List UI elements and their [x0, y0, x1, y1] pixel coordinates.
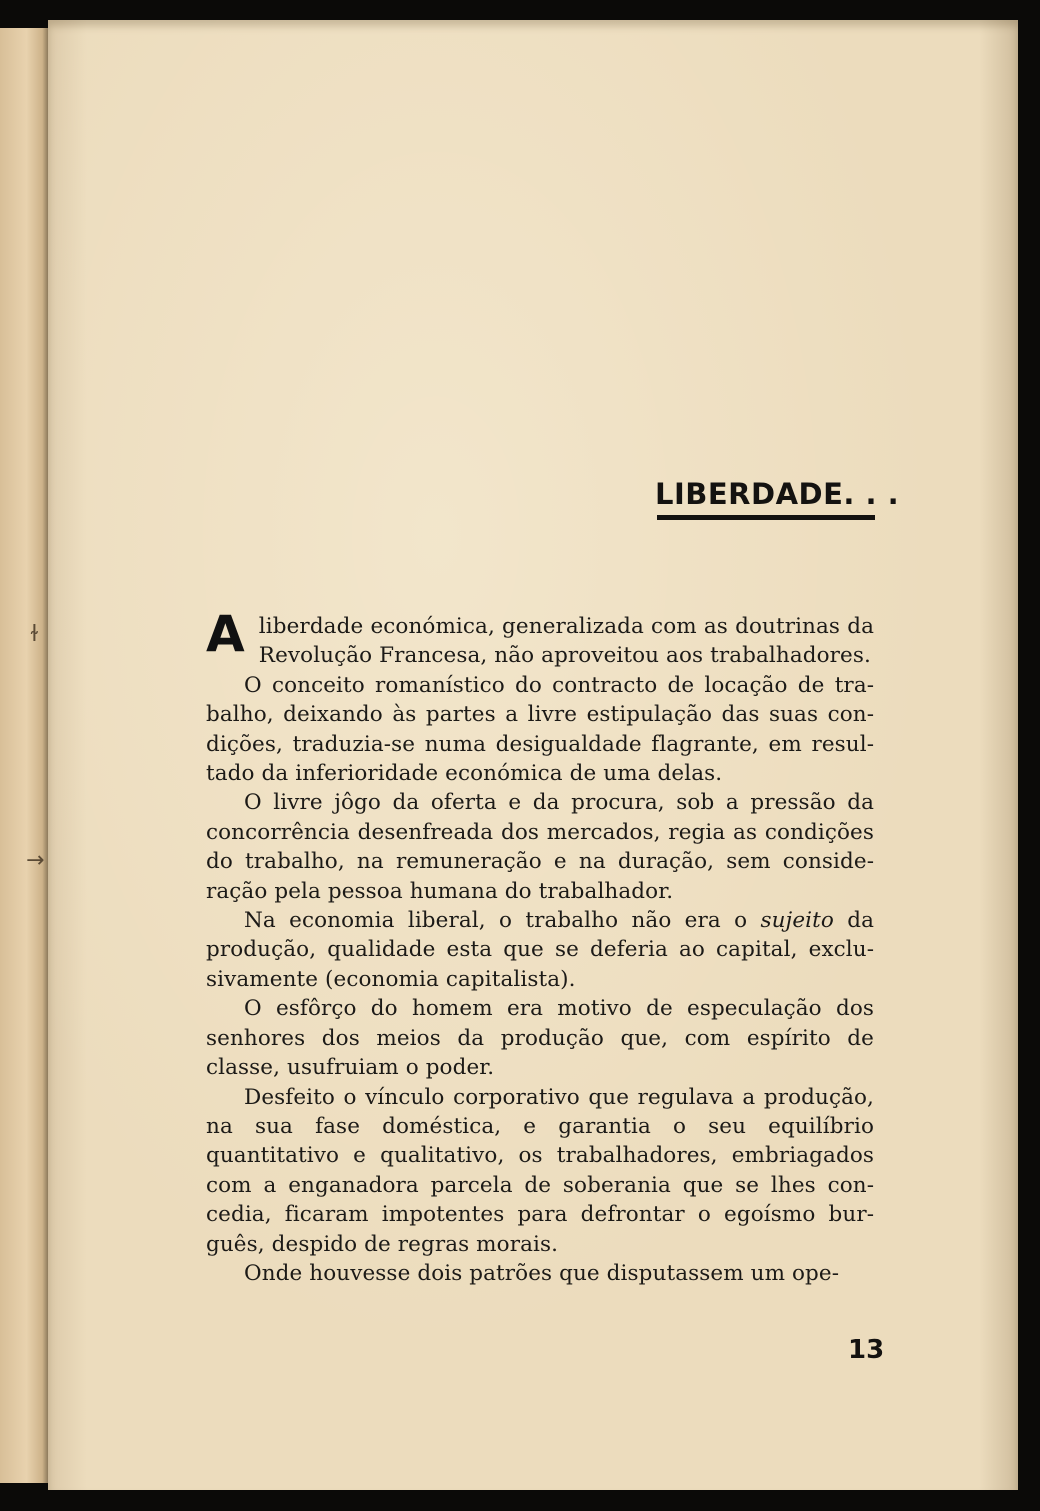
paragraph-1-text: liberdade económica, generalizada com as doutrinas da Revolução Francesa, não aproveitou aos trabalhadores. [258, 614, 874, 669]
margin-tick-mark: → [26, 848, 45, 873]
paragraph-1 [206, 605, 874, 671]
paragraph-4-italic-word: sujeito [760, 908, 834, 934]
title-underline [657, 515, 875, 520]
paragraph-4-text-end: da produção, qualidade esta que se deferia ao capital, exclusivamente (economia capitalista). [206, 908, 875, 992]
paragraph-7: Onde houvesse dois patrões que disputassem um ope- [244, 1260, 840, 1286]
facing-page-edge [0, 28, 48, 1483]
drop-cap: A [206, 605, 245, 663]
paragraph-3: O livre jôgo da oferta e da procura, sob a pressão da concorrência desenfreada dos mercados, regia as condições do trabalho, na remuneração e na duração, sem consideração pela pessoa humana do trabalhador. [206, 790, 874, 904]
paragraph-4 [206, 906, 874, 994]
page-number: 13 [848, 1335, 885, 1365]
paragraph-6: Desfeito o vínculo corporativo que regulava a produção, na sua fase doméstica, e garantia o seu equilíbrio quantitativo e qualitativo, os trabalhadores, embriagados com a enganadora parcela de soberania que se lhes concedia, ficaram impotentes para defrontar o egoísmo burguês, despido de regras morais. [206, 1084, 874, 1257]
paragraph-5: O esfôrço do homem era motivo de especulação dos senhores dos meios da produção que, com espírito de classe, usufruiam o poder. [206, 996, 874, 1081]
paragraph-4-text-start: Na economia liberal, o trabalho não era o [244, 908, 761, 934]
paragraph-2: O conceito romanístico do contracto de locação de trabalho, deixando às partes a livre estipulação das suas condições, traduzia-se numa desigualdade flagrante, em resultado da inferioridade económica de uma delas. [206, 672, 874, 787]
body-text [206, 605, 875, 1288]
margin-tick-mark: ɫ [30, 622, 39, 647]
chapter-title: LIBERDADE. . . [655, 477, 900, 511]
